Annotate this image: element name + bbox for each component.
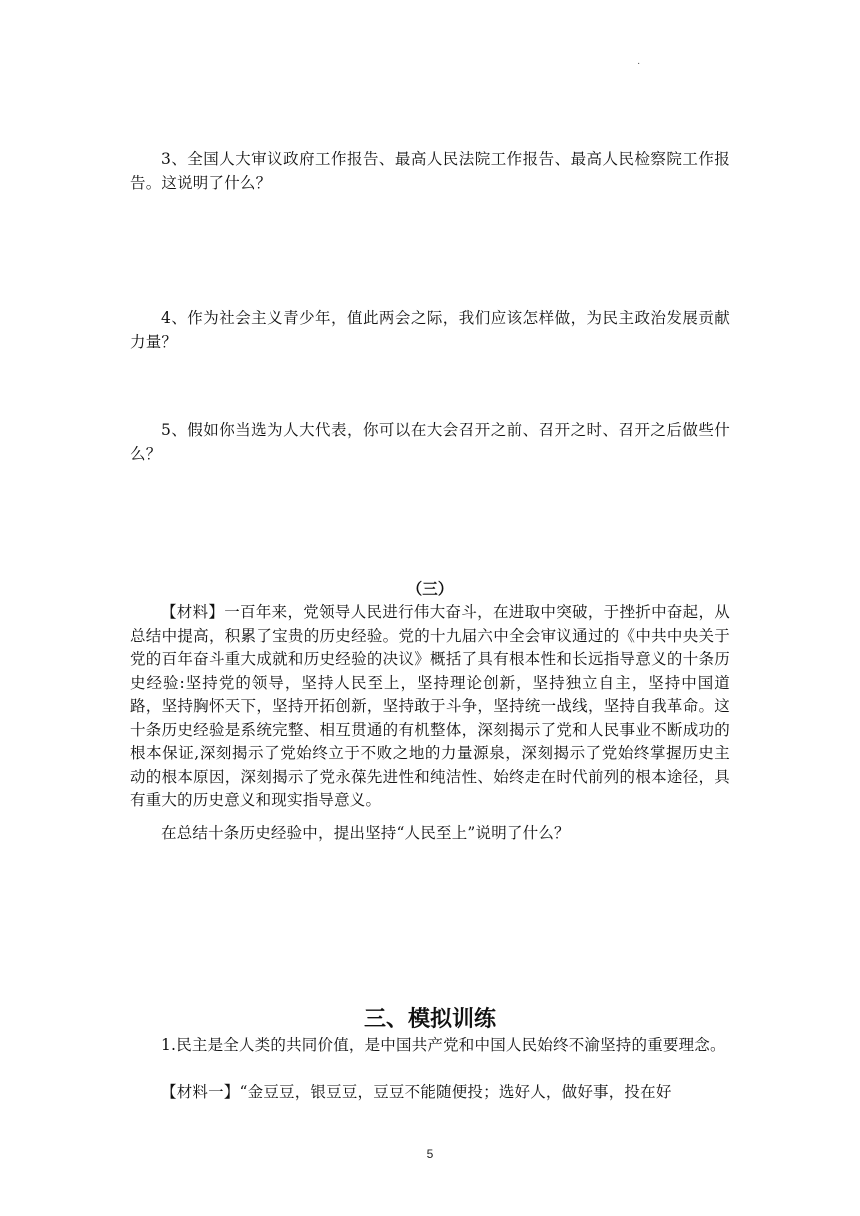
material-question: 在总结十条历史经验中，提出坚持“人民至上”说明了什么？ [161, 824, 570, 842]
page-number: 5 [426, 1147, 434, 1161]
training-item-1: 1.民主是全人类的共同价值，是中国共产党和中国人民始终不渝坚持的重要理念。 [161, 1036, 726, 1054]
training-material-1: 【材料一】“金豆豆，银豆豆，豆豆不能随便投；选好人，做好事，投在好 [161, 1083, 672, 1101]
section-three-title: （三） [406, 579, 454, 598]
question-4: 4、作为社会主义青少年，值此两会之际，我们应该怎样做，为民主政治发展贡献力量？ [130, 309, 730, 351]
header-dot: · [637, 58, 641, 69]
question-5: 5、假如你当选为人大代表，你可以在大会召开之前、召开之时、召开之后做些什么？ [130, 421, 730, 463]
material-paragraph: 【材料】一百年来，党领导人民进行伟大奋斗，在进取中突破，于挫折中奋起，从总结中提高，积累了宝贵的历史经验。党的十九届六中全会审议通过的《中共中央关于党的百年奋斗重大成就和历史经验的决议》概括了具有根本性和长远指导意义的十条历史经验:坚持党的领导，坚持人民至上，坚持理论创新，坚持独立自主，坚持中国道路，坚持胸怀天下，坚持开拓创新，坚持敢于斗争，坚持统一战线，坚持自我革命。这十条历史经验是系统完整、相互贯通的有机整体，深刻揭示了党和人民事业不断成功的根本保证,深刻揭示了党始终立于不败之地的力量源泉，深刻揭示了党始终掌握历史主动的根本原因，深刻揭示了党永葆先进性和纯洁性、始终走在时代前列的根本途径，具有重大的历史意义和现实指导意义。 [130, 603, 730, 809]
section-heading: 三、模拟训练 [363, 1007, 496, 1032]
question-3: 3、全国人大审议政府工作报告、最高人民法院工作报告、最高人民检察院工作报告。这说明了什么？ [130, 150, 730, 192]
